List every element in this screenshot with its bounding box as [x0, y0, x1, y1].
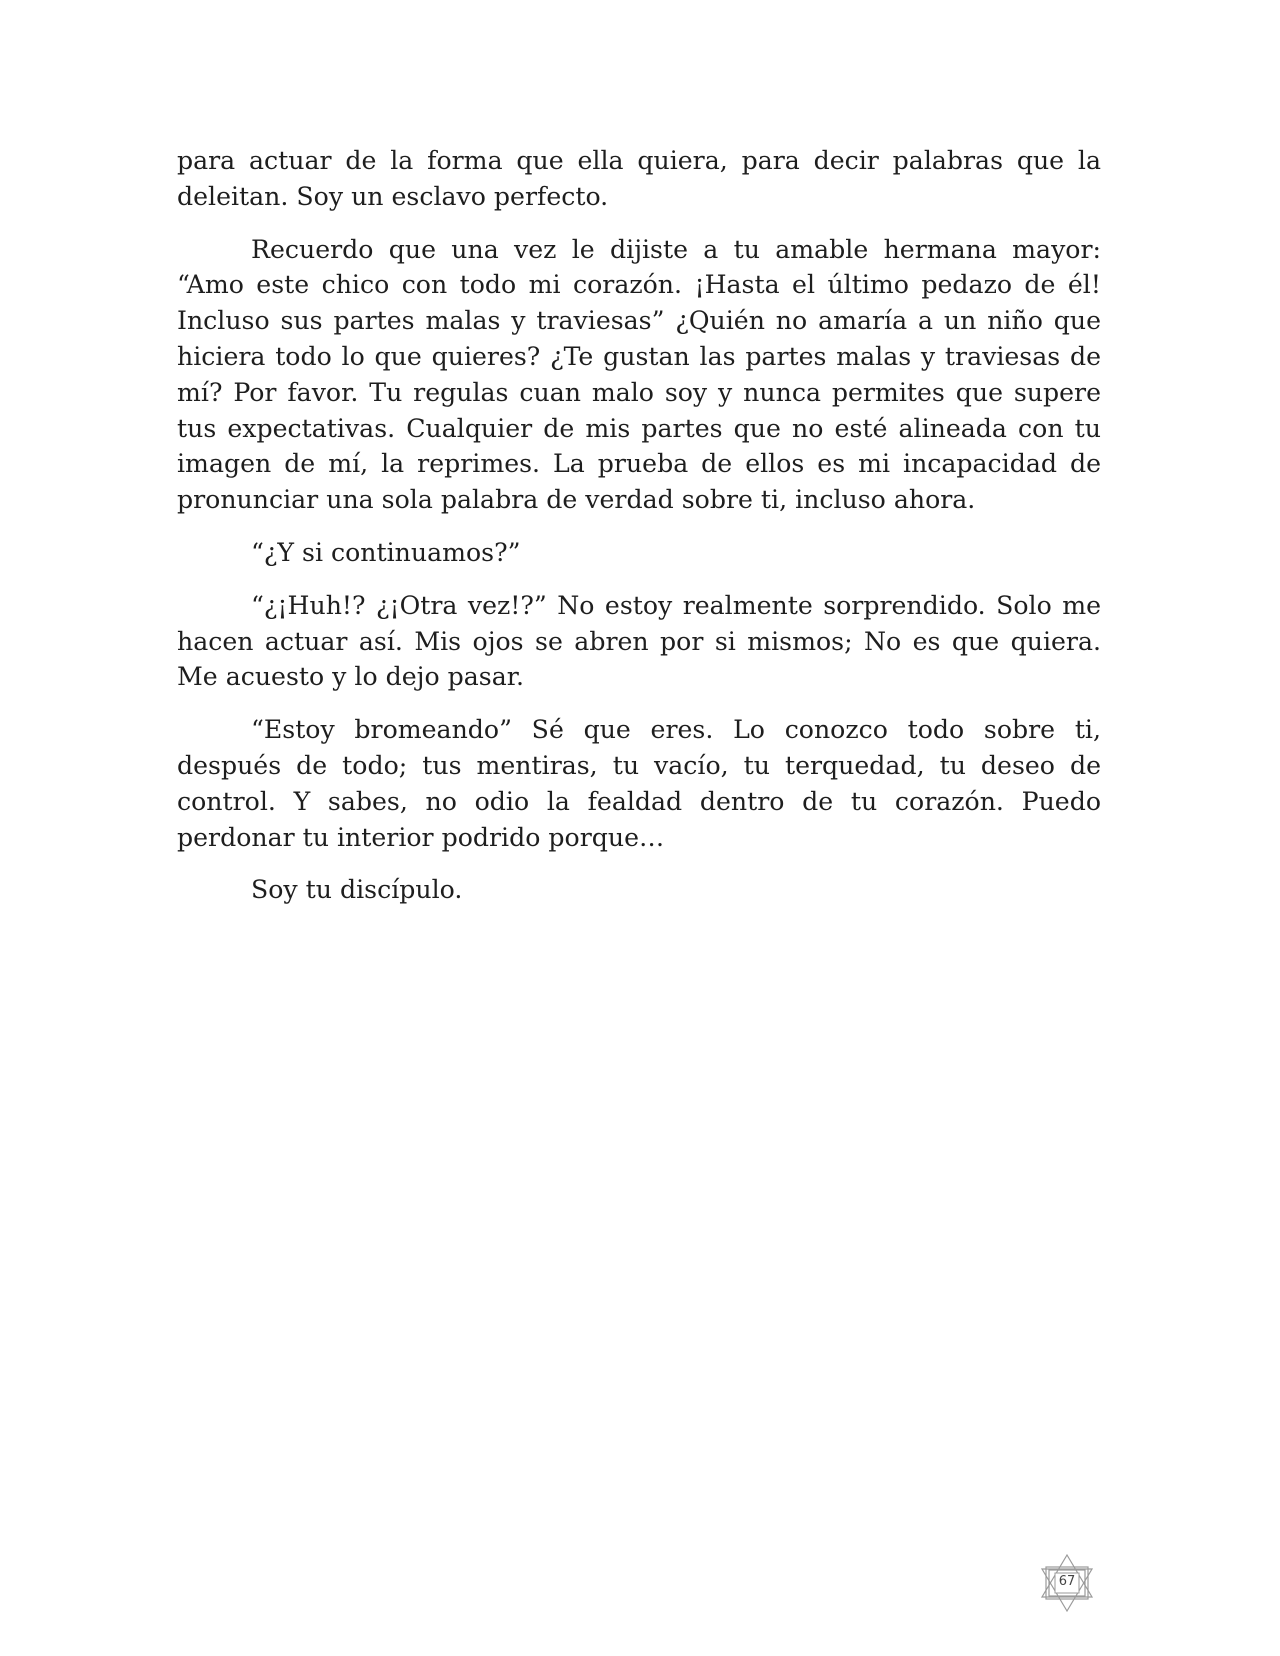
page-number: 67 — [1058, 1574, 1076, 1589]
body-text — [177, 143, 1101, 925]
paragraph-5: “Estoy bromeando” Sé que eres. Lo conozco todo sobre ti, después de todo; tus mentiras, tu vacío, tu terquedad, tu deseo de control. Y sabes, no odio la fealdad dentro de tu corazón. Puedo perdonar tu interior podrido porque… — [177, 715, 1101, 852]
paragraph-2: Recuerdo que una vez le dijiste a tu amable hermana mayor: “Amo este chico con todo mi corazón. ¡Hasta el último pedazo de él! Incluso sus partes malas y traviesas” ¿Quién no amaría a un niño que hiciera todo lo que quieres? ¿Te gustan las partes malas y traviesas de mí? Por favor. Tu regulas cuan malo soy y nunca permites que supere tus expectativas. Cualquier de mis partes que no esté alineada con tu imagen de mí, la reprimes. La prueba de ellos es mi incapacidad de pronunciar una sola palabra de verdad sobre ti, incluso ahora. — [177, 234, 1101, 515]
paragraph-6: Soy tu discípulo. — [251, 875, 463, 905]
page-number-badge — [1036, 1552, 1098, 1614]
paragraph-1: para actuar de la forma que ella quiera, para decir palabras que la deleitan. Soy un esclavo perfecto. — [177, 146, 1101, 211]
paragraph-3: “¿Y si continuamos?” — [251, 537, 521, 567]
paragraph-4: “¿¡Huh!? ¿¡Otra vez!?” No estoy realmente sorprendido. Solo me hacen actuar así. Mis ojos se abren por si mismos; No es que quiera. Me acuesto y lo dejo pasar. — [177, 590, 1101, 692]
